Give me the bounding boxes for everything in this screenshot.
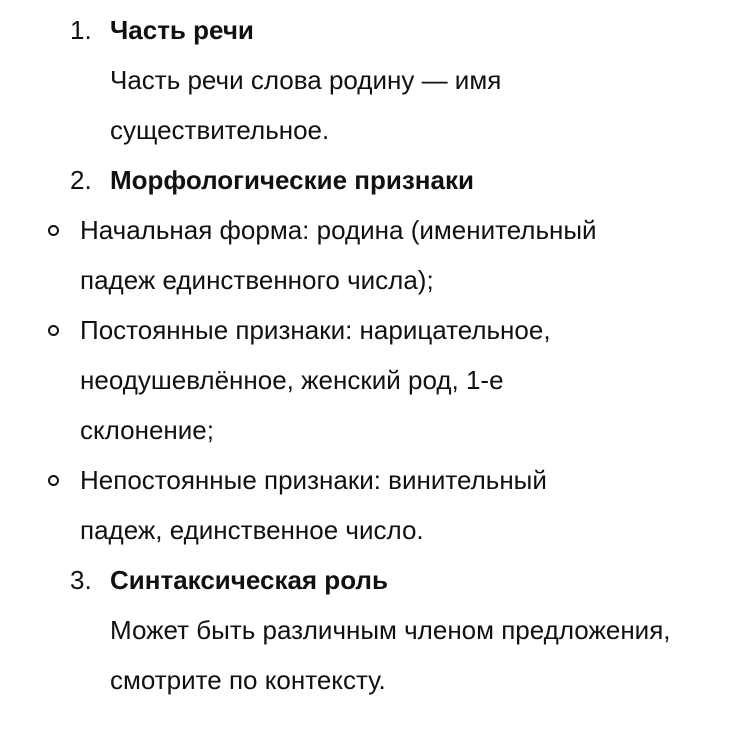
bullet-icon	[48, 475, 59, 486]
feature-text: Постоянные признаки: нарицательное, неодушевлённое, женский род, 1-е склонение;	[80, 315, 551, 445]
item-text: Часть речи слова родину — имя существительное.	[110, 65, 502, 145]
item-heading: Синтаксическая роль	[110, 565, 388, 595]
list-item-morphological-features	[0, 155, 750, 205]
feature-constant	[0, 305, 625, 455]
list-item-syntactic-role	[0, 555, 750, 705]
feature-variable	[0, 455, 625, 555]
features-list	[0, 205, 750, 555]
item-number: 1.	[70, 15, 92, 45]
bullet-icon	[48, 325, 59, 336]
item-text: Может быть различным членом предложения, смотрите по контексту.	[110, 615, 671, 695]
bullet-icon	[48, 225, 59, 236]
feature-text: Непостоянные признаки: винительный падеж, единственное число.	[80, 465, 547, 545]
morphology-analysis	[0, 5, 750, 705]
feature-text: Начальная форма: родина (именительный падеж единственного числа);	[80, 215, 597, 295]
item-number: 2.	[70, 165, 92, 195]
list-item-part-of-speech	[0, 5, 750, 155]
item-number: 3.	[70, 565, 92, 595]
feature-initial-form	[0, 205, 625, 305]
item-heading: Морфологические признаки	[110, 165, 474, 195]
item-heading: Часть речи	[110, 15, 254, 45]
